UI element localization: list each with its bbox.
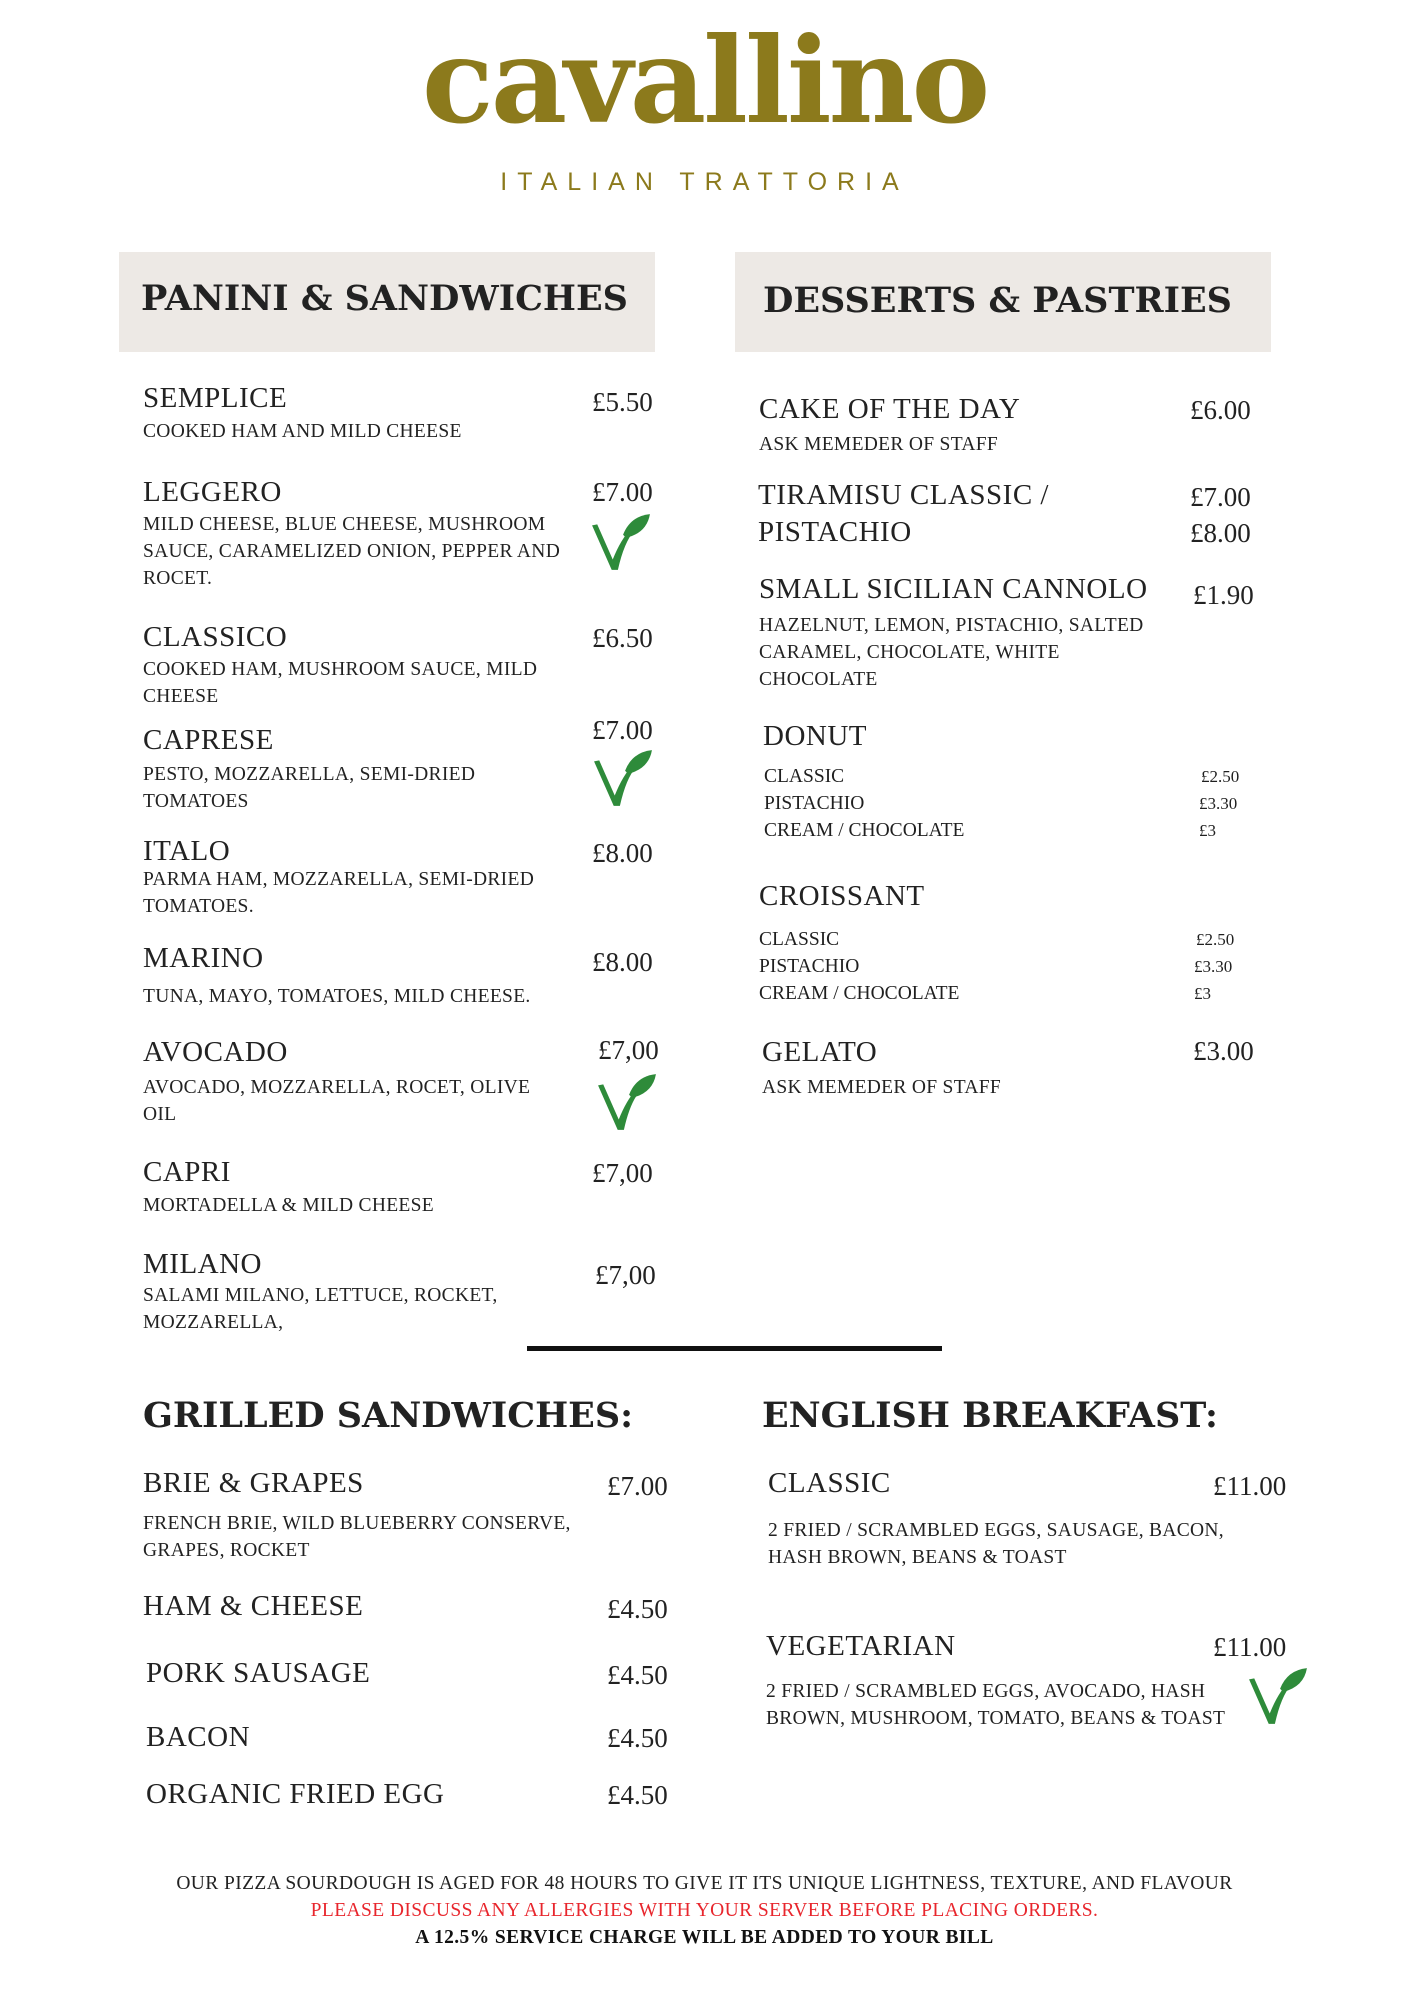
dessert-item-name: SMALL SICILIAN CANNOLO [759, 573, 1148, 605]
dessert-item-price: £6.00 [1190, 395, 1251, 425]
panini-item-name: CAPRESE [143, 724, 274, 756]
panini-item-name: CAPRI [143, 1156, 231, 1188]
dessert-option-name: PISTACHIO [764, 793, 865, 814]
section-divider [527, 1346, 942, 1351]
breakfast-item-desc: 2 FRIED / SCRAMBLED EGGS, SAUSAGE, BACON, HASH BROWN, BEANS & TOAST [768, 1520, 1224, 1568]
dessert-item-name: DONUT [763, 720, 867, 752]
dessert-option-name: CREAM / CHOCOLATE [759, 983, 960, 1004]
grilled-item-name: BACON [146, 1721, 251, 1753]
grilled-item-name: ORGANIC FRIED EGG [146, 1778, 445, 1810]
grilled-item-price: £7.00 [607, 1471, 668, 1501]
panini-item-price: £8.00 [592, 947, 653, 977]
brand-tagline: ITALIAN TRATTORIA [500, 168, 909, 196]
panini-item-name: AVOCADO [143, 1036, 288, 1068]
dessert-option-price: £3 [1199, 821, 1216, 840]
footer-allergy-note: PLEASE DISCUSS ANY ALLERGIES WITH YOUR SERVER BEFORE PLACING ORDERS. [310, 1900, 1099, 1921]
grilled-title: GRILLED SANDWICHES: [143, 1395, 634, 1436]
panini-item-desc: SALAMI MILANO, LETTUCE, ROCKET, MOZZARELLA, [143, 1285, 498, 1333]
desserts-header-box [735, 252, 1271, 352]
panini-title: PANINI & SANDWICHES [141, 278, 628, 319]
dessert-option-name: CREAM / CHOCOLATE [764, 820, 965, 841]
breakfast-item-desc: 2 FRIED / SCRAMBLED EGGS, AVOCADO, HASH BROWN, MUSHROOM, TOMATO, BEANS & TOAST [766, 1681, 1226, 1729]
grilled-item-price: £4.50 [607, 1594, 668, 1624]
breakfast-item-name: VEGETARIAN [766, 1630, 956, 1662]
dessert-item-name: TIRAMISU CLASSIC / [758, 479, 1049, 511]
dessert-item-name: GELATO [762, 1036, 878, 1068]
dessert-item-desc: ASK MEMEDER OF STAFF [762, 1077, 1002, 1098]
breakfast-title: ENGLISH BREAKFAST: [762, 1395, 1218, 1436]
panini-header-box [119, 252, 655, 352]
dessert-item-name: CROISSANT [759, 880, 925, 912]
desserts-title: DESSERTS & PASTRIES [763, 280, 1232, 321]
panini-item-price: £7.00 [592, 477, 653, 507]
panini-item-desc: MORTADELLA & MILD CHEESE [143, 1195, 434, 1216]
panini-item-price: £6.50 [592, 623, 653, 653]
panini-item-name: ITALO [143, 835, 231, 867]
breakfast-item-price: £11.00 [1213, 1632, 1287, 1662]
vegetarian-icon [592, 748, 654, 810]
dessert-option-price: £2.50 [1196, 930, 1235, 949]
panini-item-name: LEGGERO [143, 476, 282, 508]
dessert-item-name: CAKE OF THE DAY [759, 393, 1021, 425]
panini-item-desc: AVOCADO, MOZZARELLA, ROCET, OLIVE OIL [143, 1077, 531, 1125]
dessert-item-desc: HAZELNUT, LEMON, PISTACHIO, SALTED CARAMEL, CHOCOLATE, WHITE CHOCOLATE [759, 615, 1144, 690]
breakfast-item-name: CLASSIC [768, 1467, 891, 1499]
grilled-item-name: HAM & CHEESE [143, 1590, 364, 1622]
panini-item-price: £7,00 [595, 1260, 656, 1290]
footer-service-charge: A 12.5% SERVICE CHARGE WILL BE ADDED TO YOUR BILL [415, 1927, 994, 1948]
panini-item-price: £8.00 [592, 838, 653, 868]
dessert-item-desc: ASK MEMEDER OF STAFF [759, 434, 999, 455]
vegetarian-icon [596, 1072, 658, 1134]
panini-item-name: MILANO [143, 1248, 262, 1280]
panini-item-price: £7,00 [592, 1158, 653, 1188]
panini-item-price: £5.50 [592, 387, 653, 417]
dessert-option-price: £3.30 [1199, 794, 1238, 813]
dessert-item-price: £7.00 [1190, 482, 1251, 512]
dessert-item-price: £1.90 [1193, 580, 1254, 610]
panini-item-desc: PESTO, MOZZARELLA, SEMI-DRIED TOMATOES [143, 764, 476, 812]
footer-sourdough-note: OUR PIZZA SOURDOUGH IS AGED FOR 48 HOURS TO GIVE IT ITS UNIQUE LIGHTNESS, TEXTURE, AND FLAVOUR [176, 1873, 1233, 1894]
dessert-item-price: £3.00 [1193, 1036, 1254, 1066]
grilled-item-name: BRIE & GRAPES [143, 1467, 364, 1499]
panini-item-desc: MILD CHEESE, BLUE CHEESE, MUSHROOM SAUCE, CARAMELIZED ONION, PEPPER AND ROCET. [143, 514, 561, 589]
breakfast-item-price: £11.00 [1213, 1471, 1287, 1501]
panini-item-name: SEMPLICE [143, 382, 288, 414]
panini-item-price: £7,00 [598, 1035, 659, 1065]
grilled-item-name: PORK SAUSAGE [146, 1657, 371, 1689]
dessert-option-price: £3.30 [1194, 957, 1233, 976]
panini-item-name: MARINO [143, 942, 264, 974]
dessert-option-name: PISTACHIO [759, 956, 860, 977]
dessert-option-price: £2.50 [1201, 767, 1240, 786]
dessert-item-price: £8.00 [1190, 518, 1251, 548]
vegetarian-icon [1247, 1666, 1309, 1728]
panini-item-desc: PARMA HAM, MOZZARELLA, SEMI-DRIED TOMATOES. [143, 869, 535, 917]
brand-logo: cavallino [421, 11, 988, 150]
dessert-option-name: CLASSIC [759, 929, 840, 950]
grilled-item-price: £4.50 [607, 1660, 668, 1690]
panini-item-price: £7.00 [592, 715, 653, 745]
dessert-option-price: £3 [1194, 984, 1211, 1003]
grilled-item-price: £4.50 [607, 1780, 668, 1810]
panini-item-name: CLASSICO [143, 621, 288, 653]
grilled-item-price: £4.50 [607, 1723, 668, 1753]
dessert-item-name: PISTACHIO [758, 516, 912, 548]
panini-item-desc: COOKED HAM, MUSHROOM SAUCE, MILD CHEESE [143, 659, 538, 707]
dessert-option-name: CLASSIC [764, 766, 845, 787]
panini-item-desc: TUNA, MAYO, TOMATOES, MILD CHEESE. [143, 986, 531, 1007]
grilled-item-desc: FRENCH BRIE, WILD BLUEBERRY CONSERVE, GRAPES, ROCKET [143, 1513, 571, 1561]
vegetarian-icon [590, 512, 652, 574]
panini-item-desc: COOKED HAM AND MILD CHEESE [143, 421, 462, 442]
